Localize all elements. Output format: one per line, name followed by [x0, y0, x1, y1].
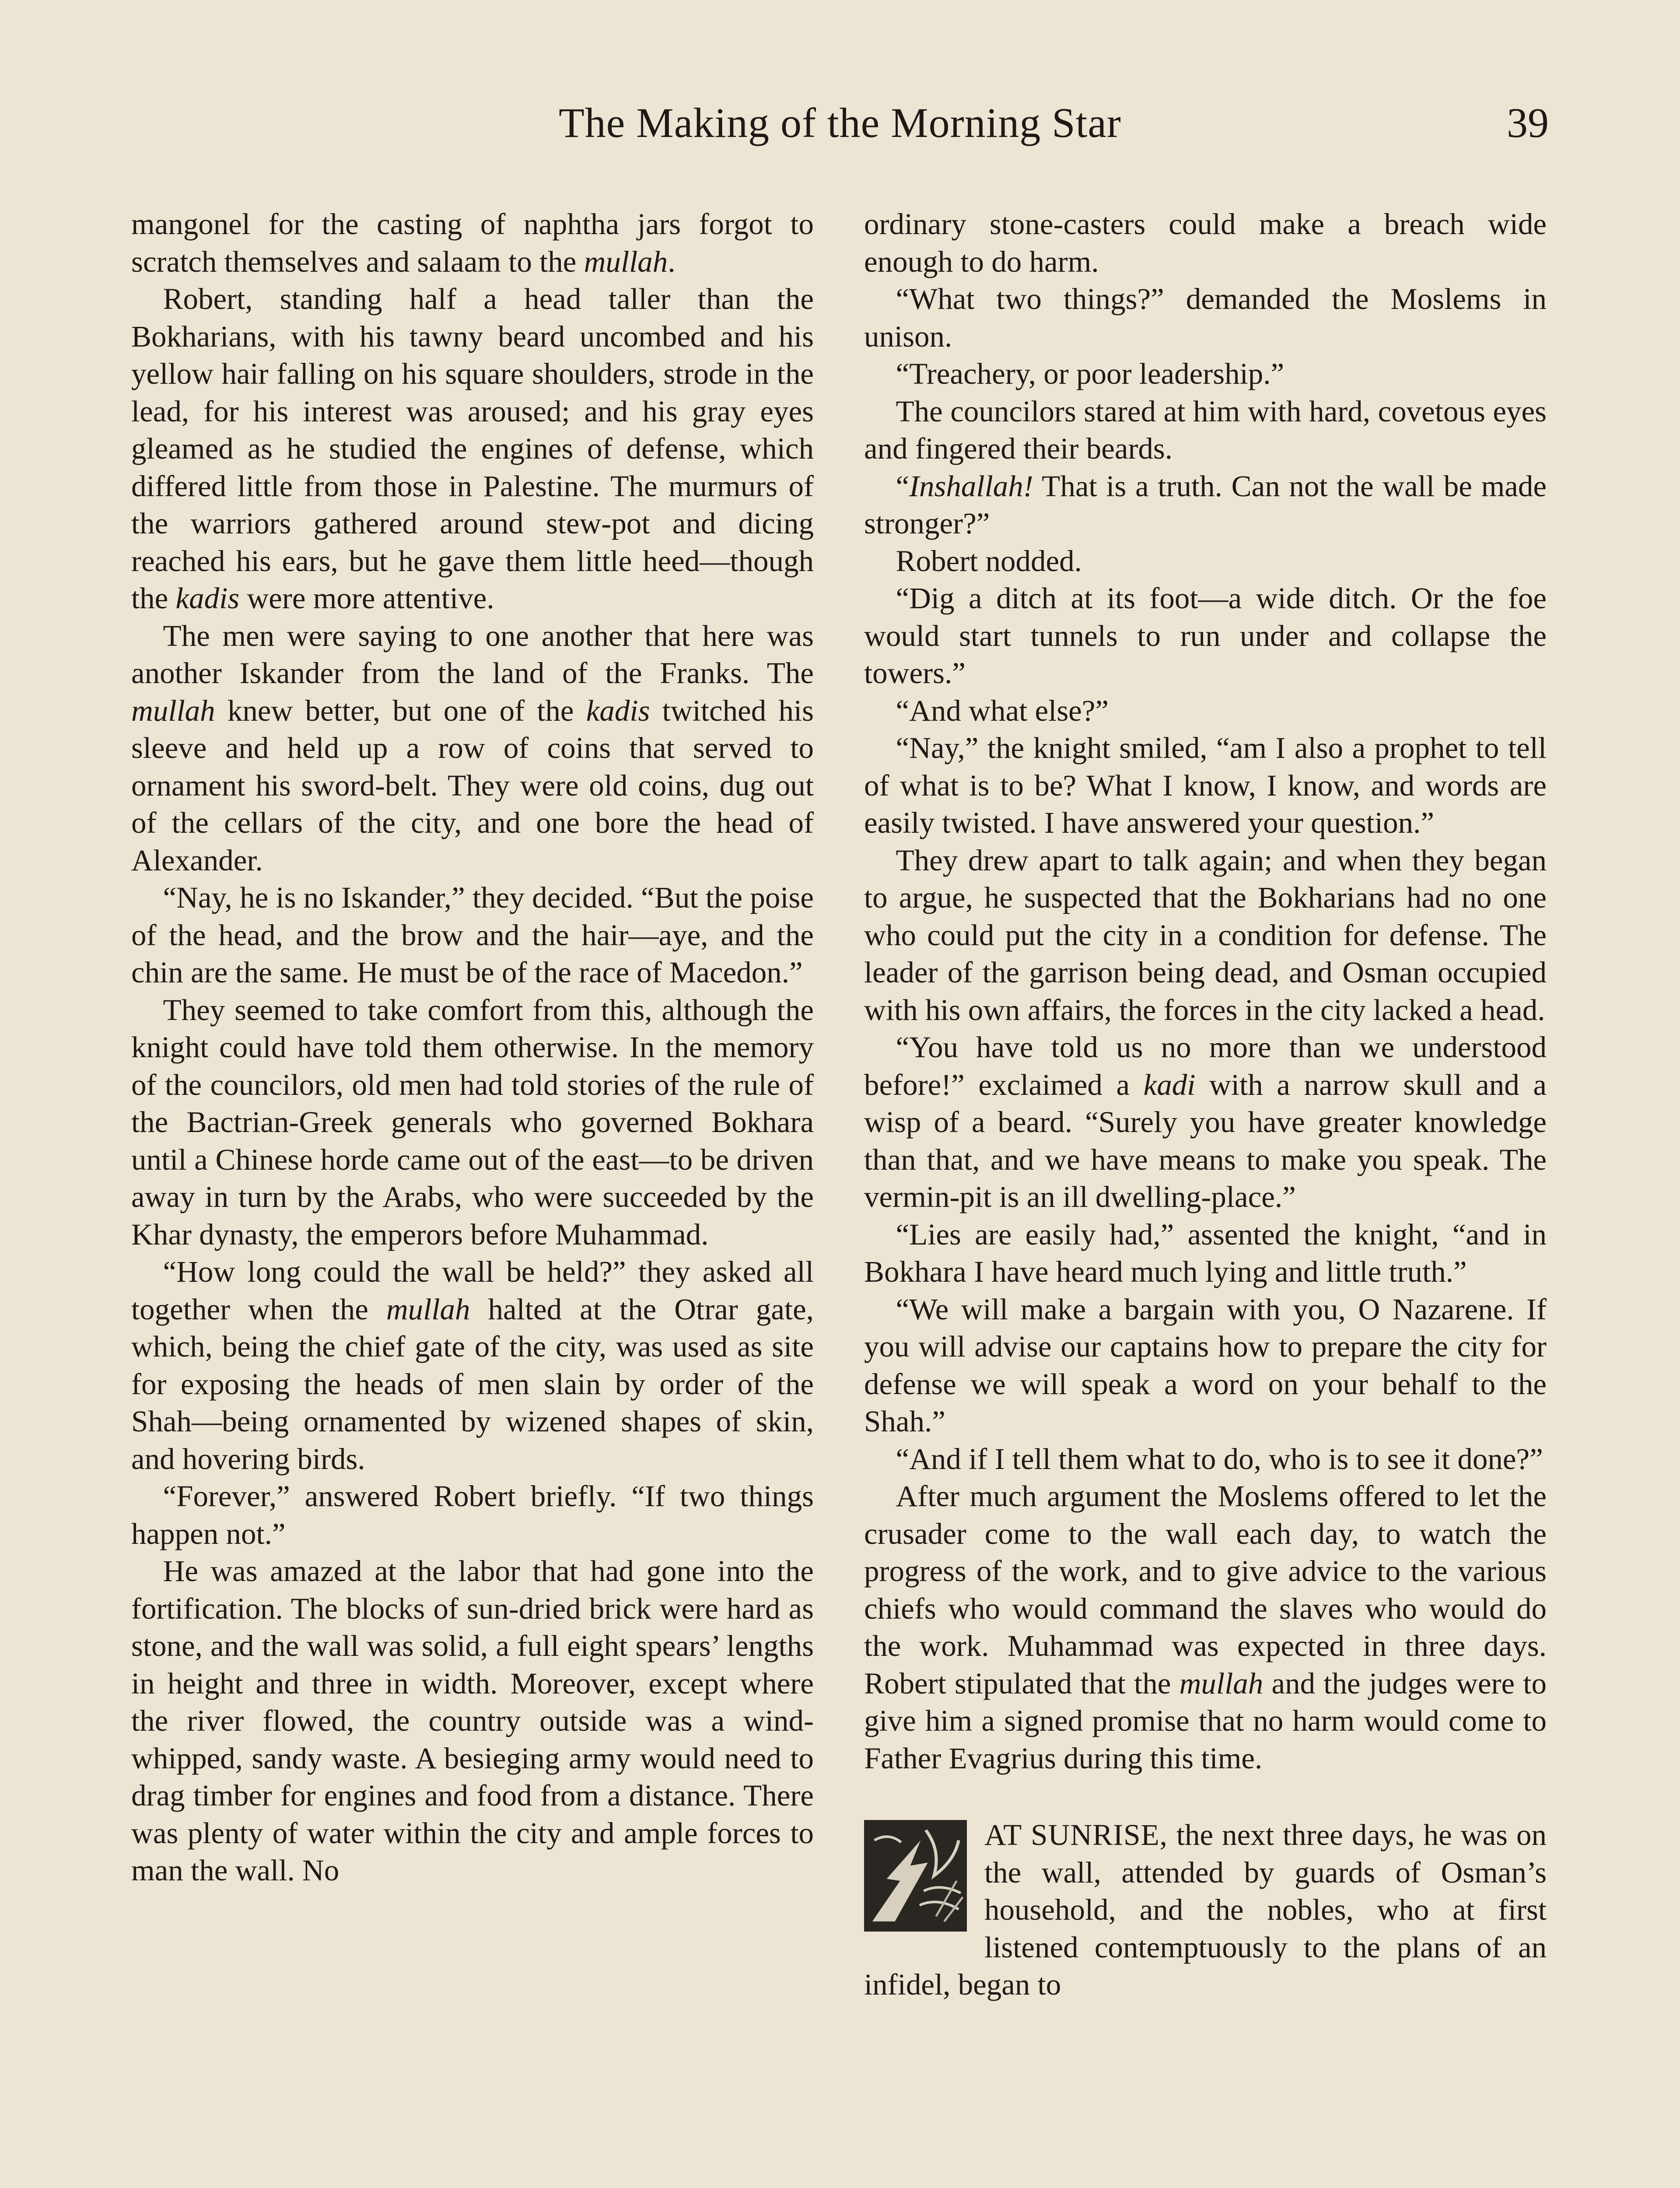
paragraph — [131, 1478, 814, 1553]
text-run: “Forever,” answered Robert briefly. “If two things happen not.” — [131, 1480, 814, 1550]
section-text: the next three days, he was on the wall, attended by guards of Osman’s household, and the nobles, who at first listened contemptuously to the plans of an infidel, began to — [864, 1818, 1547, 2001]
text-run: The men were saying to one another that here was another Iskander from the land of the Franks. The — [131, 619, 814, 690]
section-opening-paragraph — [864, 1816, 1547, 2004]
paragraph — [864, 1216, 1547, 1291]
text-run: They drew apart to talk again; and when they began to argue, he suspected that the Bokharians had no one who could put the city in a condition for defense. The leader of the garrison being dead, and Osman occupied with his own affairs, the forces in the city lacked a head. — [864, 843, 1547, 1027]
text-run: halted at the Otrar gate, which, being the chief gate of the city, was used as site for exposing the heads of men slain by order of the Shah—being ornamented by wizened shapes of skin, and hovering birds. — [131, 1292, 814, 1476]
text-run: and the judges were to give him a signed promise that no harm would come to Father Evagrius during this time. — [864, 1666, 1547, 1775]
ornamental-initial-icon — [864, 1820, 967, 1932]
text-run: “What two things?” demanded the Moslems in unison. — [864, 282, 1547, 353]
paragraph — [864, 393, 1547, 468]
paragraph — [131, 281, 814, 617]
text-run: mangonel for the casting of naphtha jars forgot to scratch themselves and salaam to the — [131, 207, 814, 278]
italic-term: mullah — [584, 245, 668, 278]
text-run: “Lies are easily had,” assented the knight, “and in Bokhara I have heard much lying and little truth.” — [864, 1217, 1547, 1288]
text-run: They seemed to take comfort from this, although the knight could have told them otherwise. In the memory of the councilors, old men had told stories of the rule of the Bactrian-Greek generals who governed Bokhara until a Chinese horde came out of the east—to be driven away in turn by the Arabs, who were succeeded by the Khar dynasty, the emperors before Muhammad. — [131, 993, 814, 1251]
text-run: twitched his sleeve and held up a row of coins that served to ornament his sword-belt. They were old coins, dug out of the cellars of the city, and one bore the head of Alexander. — [131, 694, 814, 877]
paragraph — [131, 1553, 814, 1890]
text-run: “Treachery, or poor leadership.” — [896, 357, 1284, 390]
text-run: knew better, but one of the — [215, 694, 586, 727]
paragraph — [864, 729, 1547, 842]
italic-term: Inshallah! — [909, 469, 1033, 503]
paragraph — [131, 1253, 814, 1478]
running-title: The Making of the Morning Star — [559, 99, 1121, 146]
text-run: “You have told us no more than we understood before!” exclaimed a — [864, 1031, 1547, 1101]
paragraph — [864, 355, 1547, 393]
text-run: “And if I tell them what to do, who is to see it done?” — [896, 1442, 1543, 1476]
paragraph — [864, 1291, 1547, 1441]
text-run: “Nay,” the knight smiled, “am I also a prophet to tell of what is to be? What I know, I know, and words are easily twisted. I have answered your question.” — [864, 731, 1547, 839]
text-run: “And what else?” — [896, 694, 1109, 727]
italic-term: kadi — [1143, 1068, 1196, 1101]
right-column-body — [864, 206, 1547, 1777]
text-run: He was amazed at the labor that had gone into the fortification. The blocks of sun-dried brick were hard as stone, and the wall was solid, a full eight spears’ lengths in height and three in width. Moreover, except where the river flowed, the country outside was a wind-whipped, sandy waste. A besieging army would need to drag timber for engines and food from a distance. There was plenty of water within the city and ample forces to man the wall. No — [131, 1554, 814, 1887]
left-column — [131, 206, 814, 1890]
text-run: After much argument the Moslems offered to let the crusader come to the wall each day, to watch the progress of the work, and to give advice to the various chiefs who would command the slaves who would do the work. Muhammad was expected in three days. Robert stipulated that the — [864, 1480, 1547, 1700]
text-run: ordinary stone-casters could make a breach wide enough to do harm. — [864, 207, 1547, 278]
text-run: “ — [896, 469, 910, 503]
text-run: “We will make a bargain with you, O Nazarene. If you will advise our captains how to prepare the city for defense we will speak a word on your behalf to the Shah.” — [864, 1292, 1547, 1438]
paragraph — [864, 543, 1547, 580]
paragraph — [864, 1029, 1547, 1216]
right-column — [864, 206, 1547, 2004]
paragraph — [131, 206, 814, 281]
paragraph — [864, 206, 1547, 281]
text-run: “Nay, he is no Iskander,” they decided. “But the poise of the head, and the brow and the hair—aye, and the chin are the same. He must be of the race of Macedon.” — [131, 881, 814, 989]
text-run: were more attentive. — [239, 582, 494, 615]
paragraph — [864, 1478, 1547, 1777]
paragraph — [864, 1441, 1547, 1478]
paragraph — [131, 992, 814, 1254]
text-run: The councilors stared at him with hard, covetous eyes and fingered their beards. — [864, 394, 1547, 465]
italic-term: mullah — [131, 694, 215, 727]
text-run: . — [668, 245, 676, 278]
paragraph — [131, 617, 814, 880]
italic-term: kadis — [175, 582, 240, 615]
text-run: Robert, standing half a head taller than the Bokharians, with his tawny beard uncombed and his yellow hair falling on his square shoulders, strode in the lead, for his interest was aroused; and his gray eyes gleamed as he studied the engines of defense, which differed little from those in Palestine. The murmurs of the warriors gathered around stew-pot and dicing reached his ears, but he gave them little heed—though the — [131, 282, 814, 615]
paragraph — [864, 842, 1547, 1029]
italic-term: kadis — [586, 694, 650, 727]
italic-term: mullah — [1179, 1666, 1264, 1700]
italic-term: mullah — [386, 1292, 470, 1326]
paragraph — [864, 580, 1547, 692]
paragraph — [864, 468, 1547, 543]
paragraph — [864, 692, 1547, 730]
text-run: “How long could the wall be held?” they asked all together when the — [131, 1255, 814, 1326]
page-header — [131, 98, 1549, 164]
text-run: “Dig a ditch at its foot—a wide ditch. Or the foe would start tunnels to run under and collapse the towers.” — [864, 582, 1547, 690]
section-lead-in: AT SUNRISE, — [984, 1818, 1168, 1851]
text-run: with a narrow skull and a wisp of a beard. “Surely you have greater knowledge than that, and we have means to make you speak. The vermin-pit is an ill dwelling-place.” — [864, 1068, 1547, 1213]
text-run: Robert nodded. — [896, 544, 1082, 578]
paragraph — [864, 281, 1547, 355]
page-number: 39 — [1507, 99, 1549, 146]
text-run: That is a truth. Can not the wall be made stronger?” — [864, 469, 1547, 540]
paragraph — [131, 879, 814, 992]
